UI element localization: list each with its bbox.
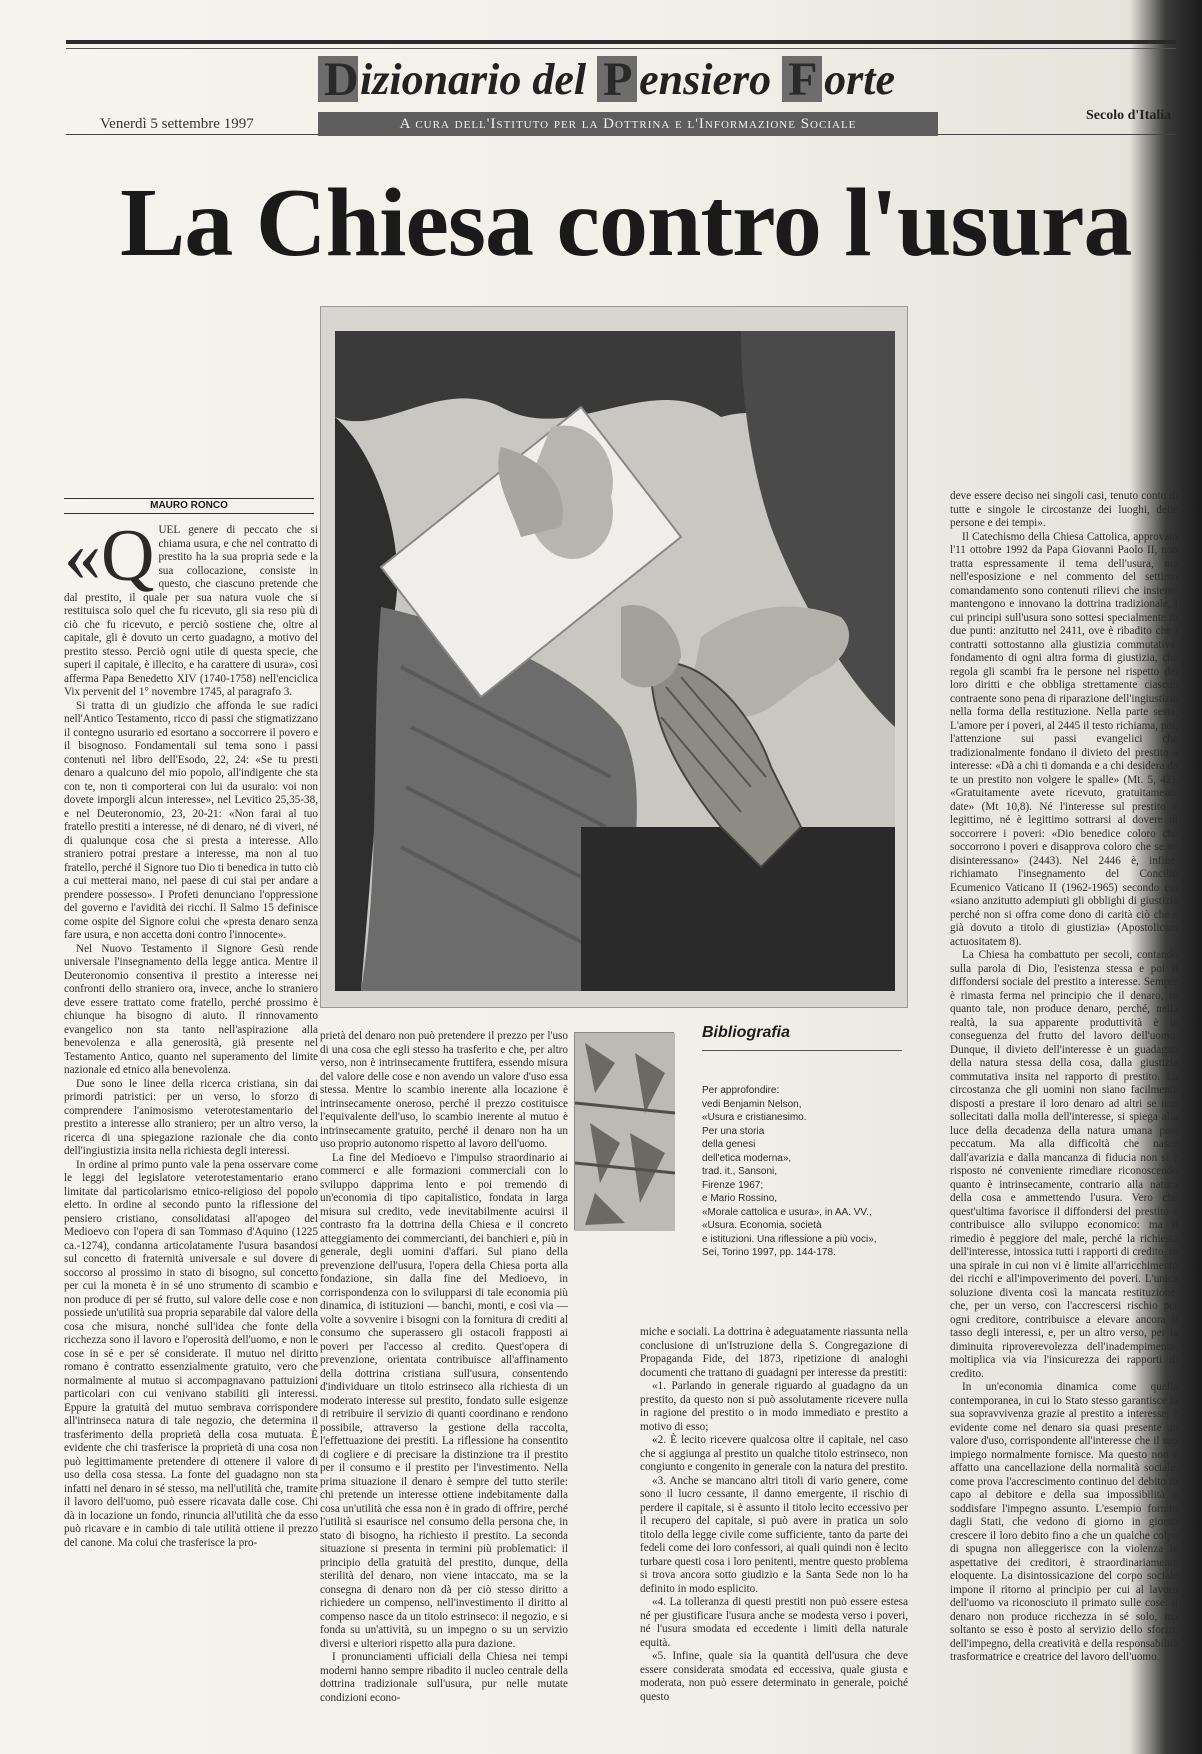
paragraph: Si tratta di un giudizio che affonda le sue radici nell'Antico Testamento, ricco di passi che stigmatizzano il contegno usurario ed esortano a soccorrere il povero e il bisognoso. Fondamentali sul tema sono i passi contenuti nel libro dell'Esodo, 22, 24: «Se tu presti denaro a qualcuno del mio popolo, all'indigente che sta con te, non ti comporterai con lui da usuraio: voi non dovete imporgli alcun interesse», nel Levitico 25,35-38, e nel Deuteronomio, 23, 20-21: «Non farai al tuo fratello prestiti a interesse, né di denaro, né di viveri, né di qualunque cosa che si presta a interesse. Allo straniero potrai prestare a interesse, ma non al tuo fratello, perché il Signore tuo Dio ti benedica in tutto ciò a cui metterai mano, nel paese di cui stai per andare a prendere possesso». I Profeti denunciano l'oppressione del governo e l'avidità dei ricchi. Il Salmo 15 definisce come ospite del Signore colui che «presta denaro senza fare usura, e non accetta doni contro l'innocente». bbox=[64, 699, 318, 941]
paragraph: deve essere deciso nei singoli casi, tenuto conto di tutte e singole le circostanze dei luoghi, delle persone e dei tempi». bbox=[950, 490, 1178, 529]
article-column-1 bbox=[64, 524, 318, 1738]
paragraph: Nel Nuovo Testamento il Signore Gesù rende universale l'insegnamento della legge antica. Mentre il Deuteronomio consentiva il prestito a interesse nei confronti dello straniero ora, invece, anche lo straniero deve essere trattato come fratello, perché prossimo è chiunque ha bisogno di aiuto. Il rinnovamento evangelico non sta tanto nell'aspirazione alla benevolenza e alla generosità, già presente nel Testamento Antico, quanto nel superamento del limite nazionale ed etnico alla benevolenza. bbox=[64, 942, 318, 1076]
masthead-cap-d: D bbox=[324, 53, 359, 106]
byline: MAURO RONCO bbox=[64, 498, 314, 514]
main-photo bbox=[320, 306, 908, 1008]
bibliography-line: «Usura e cristianesimo. bbox=[702, 1112, 807, 1123]
bibliography-title: Bibliografia bbox=[702, 1024, 791, 1041]
paragraph: Il Catechismo della Chiesa Cattolica, approvato l'11 ottobre 1992 da Papa Giovanni Paolo II, non tratta espressamente il tema dell'usura, ma nell'esposizione e nel commento del settimo comandamento sono contenuti rilievi che insieme mantengono e innovano la dottrina tradizionale, i cui principi sull'usura sono sottesi specialmente in due punti: anzitutto nel 2411, ove è ribadito che i contratti sottostanno alla giustizia commutativa, fondamento di ogni altra forma di giustizia, che regola gli scambi fra le persone nel rispetto dei loro diritti e che obbliga strettamente ciascun contraente sono pena di riparazione dell'ingiustizia nella forma della restituzione. Nella parte sesta, L'amore per i poveri, al 2445 il testo richiama, poi, l'attenzione sui passi evangelici che tradizionalmente fondano il divieto del prestito a interesse: «Dà a chi ti domanda e a chi desidera da te un prestito non volgere le spalle» (Mt. 5, 42), «Gratuitamente avete ricevuto, gratuitamente date» (Mt 10,8). Né l'interesse sul prestito è legittimo, né è legittimo sottrarsi al dovere di soccorrere i poveri: «Dio benedice coloro che soccorrono i poveri e disapprova coloro che se ne disinteressano» (2443). Nel 2446 è, infine, richiamato l'insegnamento del Concilio Ecumenico Vaticano II (1962-1965) secondo cui «siano anzitutto adempiuti gli obblighi di giustizia perché non si offra come dono di carità ciò che è già dovuto a titolo di giustizia» (Apostolicam actuositatem 8). bbox=[950, 530, 1178, 948]
paragraph: «3. Anche se mancano altri titoli di vario genere, come sono il lucro cessante, il danno emergente, il rischio di perdere il capitale, si è assunto il titolo lecito eccessivo per il recupero del capitale, si può avere in pratica un solo titolo della legge civile come sufficiente, tanto da parte dei fedeli come dei loro confessori, ai quali quindi non è lecito turbare questi cosa i loro penitenti, mentre questo problema si trova ancora sotto giudizio e la Santa Sede non lo ha definito in modo esplicito. bbox=[640, 1474, 908, 1595]
article-column-4 bbox=[950, 490, 1178, 1738]
paper-rule bbox=[938, 134, 1176, 135]
paragraph: «1. Parlando in generale riguardo al guadagno da un prestito, da questo non si può assolutamente ricevere nulla in ragione del prestito o in modo immediato e prestito a motivo di esso; bbox=[640, 1380, 908, 1433]
article-column-3 bbox=[640, 1326, 908, 1738]
masthead-cap-block bbox=[782, 53, 822, 106]
bibliography-line: della genesi bbox=[702, 1139, 756, 1150]
bibliography-line: Firenze 1967; bbox=[702, 1179, 764, 1191]
bibliography-line: Sei, Torino 1997, pp. 144-178. bbox=[702, 1247, 836, 1258]
paragraph: In ordine al primo punto vale la pena osservare come le leggi del legislatore veterotestamentario erano limitate dal particolarismo etnico-religioso del popolo eletto. In ordine al secondo punto la riflessione del pensiero cristiano, consolidatasi all'apogeo del Medioevo con l'opera di san Tommaso d'Aquino (1225 ca.-1274), condanna articolatamente l'usura basandosi sul concetto di fraternità universale e sul dovere di soccorso al prossimo in stato di bisogno, sul concetto per cui la moneta è in sé uno strumento di scambio e non produce di per sé frutto, sul valore delle cose e non possiede un'utilità sua propria separabile dal valore della cosa che misura, nonché sull'idea che fonte della ricchezza sono il lavoro e l'operosità dell'uomo, e non le cose in sé e per sé considerate. Il mutuo nel diritto romano è contratto essenzialmente gratuito, vero che normalmente al mutuo si accompagnavano pattuizioni particolari con cui venivano stabiliti gli interessi. Eppure la gratuità del mutuo sembrava corrispondere all'intrinseca natura di tale negozio, che determina il trasferimento della proprietà della cosa mutuata. È evidente che chi trasferisce la proprietà di una cosa non può legittimamente pretendere di ottenere il valore di uso della cosa stessa. La fonte del guadagno non sta infatti nel denaro in sé stesso, ma nell'utilità che, tramite il lavoro dell'uomo, può essere ricavata dalle cose. Chi dà in locazione un fondo, rinuncia all'utilità che da esso può ricavare e in cambio di tale utilità ottiene il prezzo del canone. Ma colui che trasferisce la pro- bbox=[64, 1158, 318, 1549]
masthead-title-part-2: ensiero bbox=[639, 55, 783, 104]
masthead-cap-f: F bbox=[788, 53, 818, 106]
masthead-cap-p: P bbox=[603, 53, 633, 106]
bibliography-text bbox=[702, 1084, 906, 1260]
masthead-title-part-3: orte bbox=[824, 55, 896, 104]
bibliography-box bbox=[574, 1024, 906, 1318]
bibliography-line: e Mario Rossino, bbox=[702, 1193, 778, 1204]
bibliography-line: «Usura. Economia, società bbox=[702, 1220, 822, 1231]
masthead-cap-block bbox=[597, 53, 637, 106]
masthead-title bbox=[318, 52, 938, 108]
paragraph: In un'economia dinamica come quella contemporanea, in cui lo Stato stesso garantisce la sua sopravvivenza grazie al prestito a interesse, è evidente come nel denaro sia quasi presente un valore d'uso, corrispondente all'interesse che il suo impiego normalmente fornisce. Ma questo non è affatto una cancellazione della normalità sociale, come prova l'accrescimento continuo del debito in capo al debitore e della sua impossibilità a soddisfare l'impegno assunto. L'esempio fornito dagli Stati, che vedono di giorno in giorno crescere il loro debito fino a che un qualche colpo di spugna non alleggerisce con la violenza le aspettative dei creditori, è straordinariamente eloquente. La disintossicazione del corpo sociale impone il ritorno al principio per cui al lavoro dell'uomo va riconosciuto il primato sulle cose: il denaro non produce ricchezza in sé solo, ma soltanto se esso è posto al servizio dello sforzo, dell'impegno, della creatività e della responsabilità trasformatrice e creatrice del lavoro dell'uomo. bbox=[950, 1381, 1178, 1663]
bibliography-line: vedi Benjamin Nelson, bbox=[702, 1098, 802, 1110]
paragraph: Due sono le linee della ricerca cristiana, sin dai primordi patristici: per un verso, lo sforzo di comprendere l'animosismo veterotestamentario del prestito a interesse allo straniero; per un altro verso, la ricerca di una spiegazione razionale che dia conto dell'ingiustizia insita nella richiesta degli interessi. bbox=[64, 1077, 318, 1157]
masthead-title-part-1: izionario del bbox=[360, 55, 598, 104]
paper-name: Secolo d'Italia bbox=[1086, 108, 1172, 123]
paragraph: miche e sociali. La dottrina è adeguatamente riassunta nella conclusione di un'Istruzione della S. Congregazione di Propaganda Fide, del 1873, ripetizione di analoghi documenti che trattano di guadagni per interesse da prestiti: bbox=[640, 1326, 908, 1379]
headline: La Chiesa contro l'usura bbox=[120, 169, 1132, 277]
bibliography-line: «Morale cattolica e usura», in AA. VV., bbox=[702, 1206, 872, 1218]
paragraph: «2. È lecito ricevere qualcosa oltre il capitale, nel caso che si aggiunga al prestito un qualche titolo estrinseco, non congiunto e congenito in generale con la natura del prestito. bbox=[640, 1434, 908, 1473]
date-rule bbox=[66, 134, 318, 135]
bibliography-rule bbox=[702, 1050, 902, 1051]
top-rule bbox=[66, 40, 1176, 44]
paragraph: La fine del Medioevo e l'impulso straordinario ai commerci e alle formazioni commerciali con lo sviluppo dapprima lento e poi tremendo di un'economia di tipo capitalistico, fondata in larga misura sul credito, vede inevitabilmente acuirsi il contrasto fra la dottrina della Chiesa e il concreto atteggiamento dei commercianti, dei banchieri e, più in generale, degli uomini d'affari. Sul piano della prevenzione dell'usura, l'opera della Chiesa porta alla fondazione, sin dalla fine del Medioevo, in corrispondenza con lo svilupparsi di tale economia più dinamica, di istituzioni — banchi, monti, e così via — volte a sovvenire i bisogni con la fornitura di crediti al consumo che superassero gli ostacoli frapposti ai poveri per l'accesso al credito. Quest'opera di prevenzione, orientata contribuisce all'affinamento della dottrina cristiana sull'usura, consentendo d'individuare un titolo estrinseco alla richiesta di un moderato interesse sul prestito, fondato sulle esigenze di retribuire il servizio di quanti coordinano e rendono possibile, attraverso la gestione della raccolta, l'effettuazione dei prestiti. La riflessione ha consentito di cogliere e di precisare la distinzione tra il prestito per il consumo e il prestito per l'investimento. Nella prima situazione il denaro è sempre del tutto sterile: chi pretende un interesse ottiene indebitamente dalla cosa un'utilità che essa non è in grado di offrire, perché l'utilità si esaurisce nel consumo della persona che, in stato di bisogno, ha richiesto il prestito. La seconda situazione si presenta in termini più problematici: il principio della gratuità del prestito, dunque, della sterilità del denaro, non viene intaccato, ma se la consegna di denaro non dà per ciò stesso diritto a richiedere un compenso, nell'investimento il diritto al compenso nasce da un titolo estrinseco: il negozio, e si fonda su un'attività, su un impegno o su un servizio diversi e ulteriori rispetto alla pura dazione. bbox=[320, 1151, 568, 1650]
article-column-2 bbox=[320, 1030, 568, 1738]
masthead bbox=[318, 52, 938, 142]
collage-illustration-icon bbox=[574, 1032, 674, 1230]
paragraph: La Chiesa ha combattuto per secoli, contando sulla parola di Dio, l'esistenza stessa e poi il diffondersi sociale del prestito a interesse. Sempre è rimasta ferma nel principio che il denaro, in quanto tale, non produce denaro, perché, nella realtà, la sua apparente produttività è la conseguenza del frutto del lavoro dell'uomo. Dunque, il divieto dell'interesse è un guadagno della natura stessa della cosa, dalla giustizia commutativa insita nel rapporto di prestito. La circostanza che gli uomini non siano facilmente disposti a prestare il loro denaro ad altri se non sollecitati dalla molla dell'interesse, si spiega alla luce della decadenza della natura umana post peccatum. Ma alla difficoltà che nasce dall'avarizia e dalla mancanza di fiducia non si è risposto né conveniente rimediare riconoscendo quanto è intrinsecamente, contrario alla natura della cosa e ammettendo l'usura. Vero che quest'ultima favorisce il diffondersi del prestito e contribuisce allo sviluppo economico: ma il rimedio è peggiore del male, perché la richiesta dell'interesse, intossica tutti i rapporti di credito, in una spirale in cui non vi è limite all'arricchimento dei ricchi e all'impoverimento dei poveri. L'unica soluzione diventa così la mancata restituzione, che, per un verso, con l'accrescersi rischio per ogni creditore, contribuisce a elevare ancora il tasso degli interessi, e, per un altro verso, per la diminuita riproverevolezza dell'inadempimento, moltiplica via via l'insicurezza dei rapporti di credito. bbox=[950, 949, 1178, 1380]
paragraph: «5. Infine, quale sia la quantità dell'usura che deve essere considerata smodata ed eccessiva, quale giusta e moderata, non può essere determinato in generale, poiché questo bbox=[640, 1650, 908, 1703]
masthead-cap-block bbox=[318, 53, 359, 106]
paragraph: prietà del denaro non può pretendere il prezzo per l'uso di una cosa che egli stesso ha trasferito e che, per altro verso, non è intrinsecamente fruttifera, essendo misura del valore delle cose e non avendo un valore d'uso essa stessa. Mentre lo scambio inerente alla locazione è intrinsecamente oneroso, perché il prezzo costituisce l'equivalente dell'uso, lo scambio inerente al mutuo è intrinsecamente gratuito, perché il denaro non ha un uso proprio autonomo rispetto al lavoro dell'uomo. bbox=[320, 1030, 568, 1150]
paragraph: «4. La tolleranza di questi prestiti non può essere estesa né per giustificare l'usura anche se modesta verso i poveri, né l'usura smodata ed eccedente i limiti della naturale equità. bbox=[640, 1596, 908, 1649]
top-rule-thin bbox=[66, 48, 1176, 49]
hands-exchanging-envelope-and-banknotes-photo bbox=[321, 307, 909, 1009]
paragraph: I pronunciamenti ufficiali della Chiesa nei tempi moderni hanno sempre ribadito il nucleo centrale della dottrina tradizionale sull'usura, pur nelle mutate condizioni econo- bbox=[320, 1651, 568, 1704]
drop-cap: «Q bbox=[64, 524, 155, 597]
bibliography-line: dell'etica moderna», bbox=[702, 1152, 792, 1164]
issue-date: Venerdì 5 settembre 1997 bbox=[100, 116, 254, 132]
bibliography-line: Per approfondire: bbox=[702, 1085, 780, 1096]
masthead-subtitle: A cura dell'Istituto per la Dottrina e l'Informazione Sociale bbox=[318, 112, 938, 136]
bibliography-line: Per una storia bbox=[702, 1125, 765, 1137]
paragraph: UEL genere di peccato che si chiama usura, e che nel contratto di prestito ha la sua propria sede e la sua collocazione, consiste in questo, che ciascuno pretende che dal prestito, il quale per sua natura vuole che si restituisca solo quel che fu ricevuto, gli sia reso più di ciò che fu ricevuto, e perciò sostiene che, oltre al capitale, gli è dovuto un certo guadagno, a motivo del prestito stesso. Perciò ogni utile di questa specie, che superi il capitale, è illecito, e ha carattere di usura», così afferma Papa Benedetto XIV (1740-1758) nell'enciclica Vix pervenit del 1° novembre 1745, al paragrafo 3. bbox=[64, 524, 318, 698]
bibliography-line: e istituzioni. Una riflessione a più voci», bbox=[702, 1233, 877, 1245]
bibliography-line: trad. it., Sansoni, bbox=[702, 1166, 778, 1177]
